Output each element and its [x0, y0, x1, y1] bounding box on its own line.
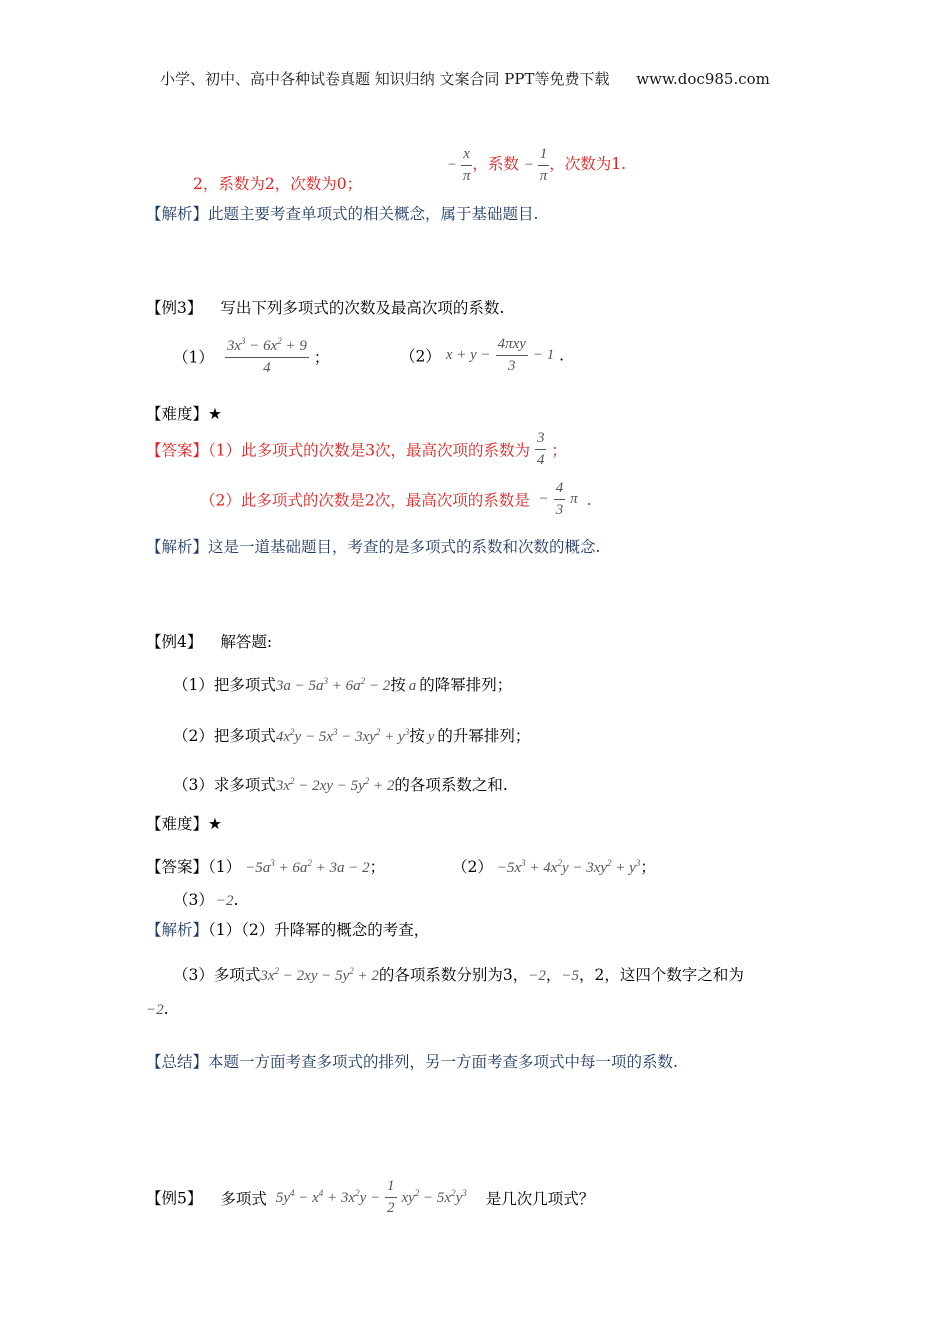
exponent: 2: [290, 727, 295, 737]
example-tag: 【例4】: [146, 633, 203, 651]
minus-sign: −: [447, 156, 458, 173]
summary-ex4: [146, 1050, 678, 1072]
analysis-text: 的各项系数分别为3，: [378, 966, 529, 984]
math-term: + y: [611, 860, 636, 876]
fraction-denominator: π: [538, 165, 550, 185]
fraction-denominator: 3: [554, 499, 566, 519]
answer-tag: 【答案】: [146, 858, 209, 876]
example-tag: 【例5】: [146, 1189, 203, 1208]
math-term: + 6a: [328, 678, 361, 694]
analysis-text: （1）（2）升降幂的概念的考查，: [208, 921, 430, 939]
exponent: 2: [360, 676, 366, 686]
exponent: 3: [332, 727, 338, 737]
math-term: + 3x: [323, 1190, 356, 1206]
exponent: 3: [240, 336, 246, 346]
example-3-parts: [173, 336, 329, 377]
math-term: −5a: [245, 860, 271, 876]
answer-text: ，系数: [472, 154, 519, 173]
analysis-text: ，2，这四个数字之和为: [579, 966, 744, 984]
separator: .: [163, 1000, 169, 1018]
example-question: 写出下列多项式的次数及最高次项的系数.: [220, 299, 505, 317]
answer-ex4-2: [452, 855, 656, 877]
answer-text: 2，系数为2，次数为0；: [193, 175, 363, 193]
pi-symbol: π: [570, 491, 578, 507]
math-term: 3x: [275, 778, 291, 794]
math-term: x + y −: [445, 347, 491, 363]
math-term: + y: [380, 729, 405, 745]
star-icon: ★: [208, 405, 222, 423]
answer-ex3-1: [146, 430, 567, 469]
math-term: −5: [561, 968, 580, 984]
fraction-denominator: 4: [535, 449, 547, 469]
math-term: − 2: [365, 678, 391, 694]
math-term: − 5x: [419, 1190, 452, 1206]
fraction-numerator: 1: [539, 146, 548, 162]
exponent: 2: [607, 858, 612, 868]
analysis-ex4-1: [146, 918, 429, 940]
exponent: 2: [277, 336, 282, 346]
analysis-tag: 【解析】: [146, 921, 209, 939]
analysis-1: [146, 202, 538, 224]
math-term: 3x: [260, 968, 275, 984]
analysis-tag: 【解析】: [146, 538, 209, 556]
answer-math-1: [447, 146, 626, 185]
separator: ；: [369, 858, 386, 876]
fraction-numerator: 4: [555, 480, 564, 496]
math-term: y − 3xy: [561, 860, 608, 876]
fraction-1-over-2: [385, 1178, 397, 1217]
question-text: （1）把多项式: [173, 676, 276, 694]
fraction-4pixy-over-3: [496, 336, 528, 375]
example-4-q2: [173, 724, 530, 746]
math-term: −2: [215, 893, 234, 909]
math-term: 5y: [275, 1190, 290, 1206]
question-text: 按: [390, 676, 406, 694]
exponent: 2: [451, 1188, 456, 1198]
fraction-3-over-4: [535, 430, 547, 469]
fraction-numerator: 3: [536, 430, 545, 446]
part-label: （1）: [173, 348, 214, 367]
answer-tag: 【答案】: [146, 441, 209, 460]
exponent: 2: [307, 858, 312, 868]
example-3-part-2: [400, 336, 564, 375]
part-label: （1）: [208, 858, 242, 876]
page-header: [160, 68, 770, 89]
analysis-ex4-3: [146, 1000, 169, 1019]
header-url[interactable]: www.doc985.com: [636, 70, 770, 88]
separator: .: [233, 891, 239, 909]
math-term: xy: [401, 1190, 415, 1206]
answer-text: （2）此多项式的次数是2次，最高次项的系数是: [200, 491, 530, 510]
analysis-ex4-2: [173, 963, 744, 985]
math-term: y − 5x: [294, 729, 333, 745]
minus-sign: −: [538, 491, 549, 507]
separator: ；: [313, 348, 330, 367]
math-term: −2: [528, 968, 546, 984]
analysis-text: （3）多项式: [173, 966, 261, 984]
fraction-denominator: π: [461, 165, 473, 185]
exponent: 3: [462, 1188, 467, 1198]
analysis-ex3: [146, 535, 600, 557]
part-label: （3）: [173, 891, 214, 909]
question-text: 按: [409, 727, 425, 745]
example-4-q1: [173, 673, 512, 695]
fraction-numerator: 1: [387, 1178, 395, 1194]
fraction-x-over-pi: [461, 146, 473, 185]
difficulty-ex4: [146, 812, 222, 834]
math-term: y: [455, 1190, 463, 1206]
question-text: （2）把多项式: [173, 727, 276, 745]
separator: ；: [551, 441, 567, 460]
example-question: 解答题:: [220, 633, 273, 651]
question-text: （3）求多项式: [173, 776, 276, 794]
math-term: 3a − 5a: [275, 678, 324, 694]
question-text: 是几次几项式？: [485, 1189, 595, 1208]
minus-sign: −: [523, 156, 534, 173]
star-icon: ★: [208, 815, 222, 833]
header-text: 小学、初中、高中各种试卷真题 知识归纳 文案合同 PPT等免费下载: [160, 70, 610, 88]
answer-ex4-1: [146, 855, 385, 877]
example-question: 多项式: [220, 1189, 267, 1208]
question-text: 的各项系数之和.: [394, 776, 508, 794]
exponent: 2: [414, 1188, 420, 1198]
question-text: 的降幂排列；: [419, 676, 513, 694]
math-term: + 2: [369, 778, 395, 794]
exponent: 3: [323, 676, 328, 686]
variable: a: [408, 678, 417, 694]
question-text: 的升幂排列；: [437, 727, 531, 745]
exponent: 3: [521, 858, 526, 868]
math-term: −5x: [496, 860, 522, 876]
math-term: − 6x: [245, 338, 278, 354]
summary-tag: 【总结】: [146, 1053, 209, 1071]
exponent: 2: [364, 776, 370, 786]
analysis-text: 此题主要考查单项式的相关概念，属于基础题目.: [208, 205, 539, 223]
separator: ，: [545, 966, 562, 984]
fraction-numerator: x: [463, 146, 470, 162]
exponent: 2: [557, 858, 562, 868]
exponent: 2: [290, 776, 295, 786]
fraction-1-over-pi: [538, 146, 550, 185]
exponent: 4: [290, 1188, 295, 1198]
answer-ex4-3: [173, 888, 238, 910]
example-4-q3: [173, 773, 508, 795]
answer-text: （1）此多项式的次数是3次，最高次项的系数为: [208, 441, 530, 460]
summary-text: 本题一方面考查多项式的排列，另一方面考查多项式中每一项的系数.: [208, 1053, 678, 1071]
separator: .: [559, 346, 565, 365]
example-5: [146, 1178, 594, 1217]
math-term: y −: [359, 1190, 381, 1206]
difficulty-tag: 【难度】: [146, 815, 209, 833]
part-label: （2）: [452, 858, 493, 876]
example-4-title: [146, 630, 272, 652]
difficulty-tag: 【难度】: [146, 405, 209, 423]
math-term: 3x: [226, 338, 241, 354]
analysis-tag: 【解析】: [146, 205, 209, 223]
exponent: 3: [404, 727, 410, 737]
fraction-polynomial-1: [225, 336, 309, 377]
variable: y: [427, 729, 435, 745]
exponent: 2: [375, 727, 381, 737]
fraction-denominator: 2: [385, 1197, 397, 1217]
exponent: 2: [355, 1188, 360, 1198]
analysis-text: 这是一道基础题目，考查的是多项式的系数和次数的概念.: [208, 538, 601, 556]
math-term: − 1: [532, 347, 555, 363]
separator: .: [586, 490, 592, 509]
fraction-denominator: 3: [496, 355, 528, 375]
difficulty-ex3: [146, 402, 222, 424]
math-term: − 3xy: [337, 729, 376, 745]
math-term: + 4x: [525, 860, 558, 876]
separator: ；: [640, 858, 656, 876]
math-term: + 2: [353, 968, 379, 984]
fraction-numerator: 4πxy: [497, 336, 526, 352]
math-term: − 2xy − 5y: [279, 968, 350, 984]
exponent: 4: [318, 1188, 324, 1198]
math-term: + 6a: [274, 860, 308, 876]
exponent: 2: [274, 966, 280, 976]
polynomial-expression: [276, 1190, 380, 1206]
exponent: 3: [635, 858, 641, 868]
math-term: 4x: [275, 729, 291, 745]
fraction-4-over-3: [554, 480, 566, 519]
example-tag: 【例3】: [146, 299, 203, 317]
answer-continued: [193, 172, 362, 194]
math-term: − 2xy − 5y: [294, 778, 365, 794]
math-term: + 9: [281, 338, 307, 354]
example-3-title: [146, 296, 504, 318]
answer-text: ，次数为1.: [549, 154, 627, 173]
exponent: 3: [270, 858, 275, 868]
answer-ex3-2: [200, 480, 592, 519]
math-term: −2: [146, 1002, 164, 1018]
exponent: 2: [349, 966, 354, 976]
fraction-denominator: 4: [225, 357, 309, 377]
math-term: + 3a − 2: [311, 860, 370, 876]
part-label: （2）: [400, 347, 441, 366]
math-term: − x: [294, 1190, 319, 1206]
